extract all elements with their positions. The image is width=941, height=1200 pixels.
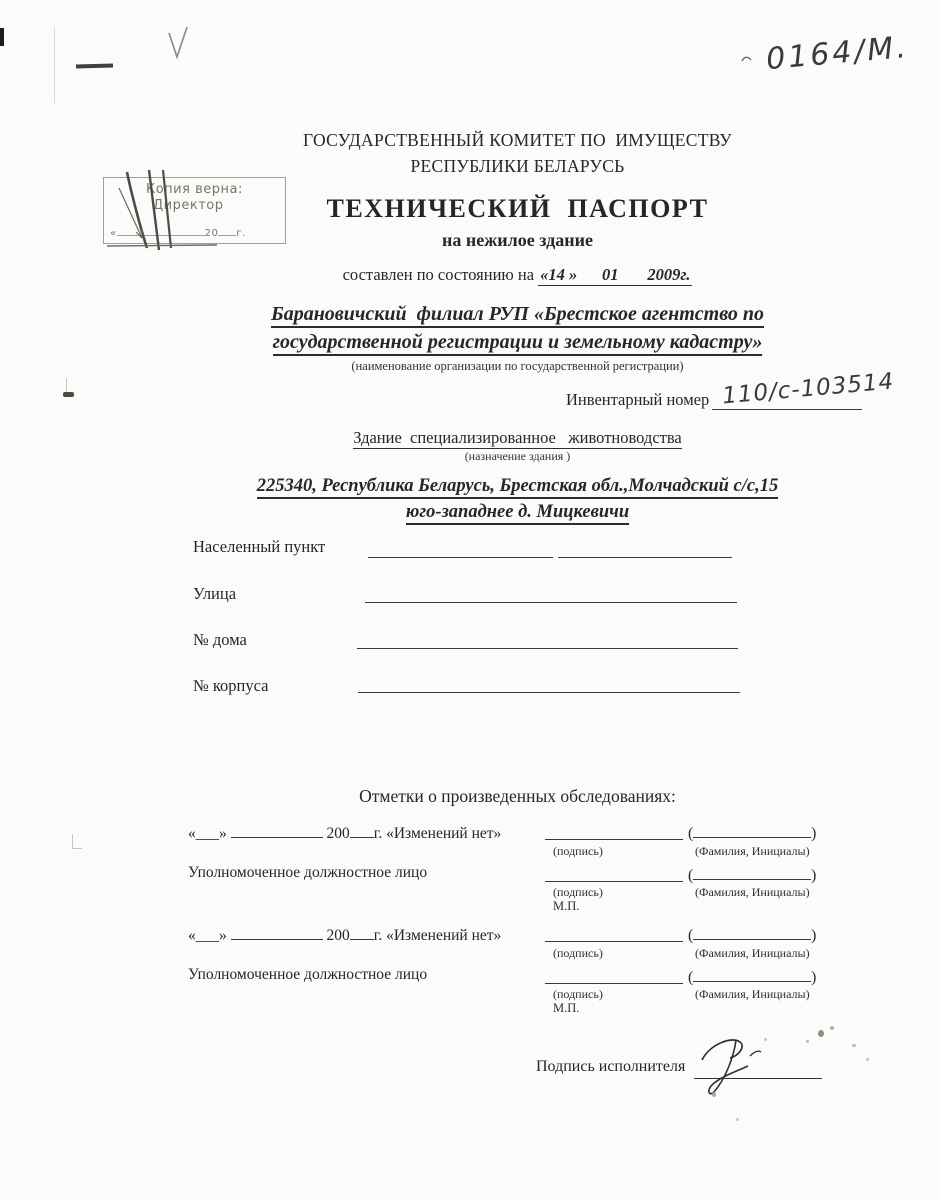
house-number-label: № дома (193, 630, 247, 649)
name-caption: (Фамилия, Инициалы) (695, 885, 810, 899)
building-type-caption: (назначение здания ) (464, 449, 571, 463)
date-blank-line (231, 924, 323, 940)
header-line2: РЕСПУБЛИКИ БЕЛАРУСЬ (410, 156, 625, 176)
handwritten-inventory-number: 110/с-103514 (721, 368, 896, 410)
inventory-underline (712, 409, 862, 410)
inventory-number-label: Инвентарный номер (566, 390, 710, 409)
house-number-blank-line (357, 648, 738, 649)
signature-caption: (подпись) (553, 987, 603, 1001)
name-blank-group: ( ) (688, 822, 816, 843)
year-blank-line (350, 822, 374, 838)
address-line2: юго-западнее д. Мицкевичи (100, 502, 935, 523)
organization-caption: (наименование организации по государственной регистрации) (351, 359, 684, 373)
checkmark-icon (166, 25, 192, 61)
name-blank-line (693, 924, 811, 940)
compiled-prefix: составлен по состоянию на (342, 265, 539, 284)
name-blank-group: ( ) (688, 966, 816, 987)
pen-tick-mark (740, 52, 754, 64)
compiled-date: «14 » 01 2009г. (540, 265, 691, 284)
settlement-label: Населенный пункт (193, 537, 326, 556)
name-blank-line (693, 822, 811, 838)
name-caption: (Фамилия, Инициалы) (695, 946, 810, 960)
name-blank-group: ( ) (688, 864, 816, 885)
building-block-blank-line (358, 692, 740, 693)
handwritten-file-number: 0164/М. (764, 29, 911, 78)
inspection-date-line: «___» 200 г. «Изменений нет» (188, 924, 501, 945)
seal-mark: М.П. (553, 899, 580, 913)
stamp-date-line: « 20 г. (110, 225, 280, 239)
executor-signature-label: Подпись исполнителя (536, 1058, 686, 1075)
official-label: Уполномоченное должностное лицо (188, 966, 428, 983)
executor-handwritten-signature (688, 1026, 798, 1106)
signature-blank-line (545, 824, 683, 840)
name-blank-line (693, 966, 811, 982)
name-blank-line (693, 864, 811, 880)
inspection-date-line: «___» 200 г. «Изменений нет» (188, 822, 501, 843)
header-line1: ГОСУДАРСТВЕННЫЙ КОМИТЕТ ПО ИМУЩЕСТВУ (303, 130, 732, 150)
inspection-block (0, 924, 941, 1024)
signature-caption: (подпись) (553, 946, 603, 960)
ink-speckle (818, 1030, 824, 1037)
ink-speckle (806, 1040, 809, 1043)
street-label: Улица (193, 584, 237, 603)
signature-caption: (подпись) (553, 885, 603, 899)
ink-speckle (852, 1044, 856, 1047)
signature-caption: (подпись) (553, 844, 603, 858)
address-line1: 225340, Республика Беларусь, Брестская обл.,Молчадский с/с,15 (100, 476, 935, 497)
name-blank-group: ( ) (688, 924, 816, 945)
document-title: ТЕХНИЧЕСКИЙ ПАСПОРТ (326, 194, 709, 223)
pen-dash-mark (76, 64, 113, 69)
ink-speckle (712, 1092, 716, 1097)
signature-blank-line (545, 866, 683, 882)
seal-mark: М.П. (553, 1001, 580, 1015)
document-subtitle: на нежилое здание (442, 230, 593, 250)
organization-line2: государственной регистрации и земельному кадастру» (100, 331, 935, 354)
street-blank-line (365, 602, 737, 603)
scan-edge-artifact (0, 28, 4, 46)
organization-line1: Барановичский филиал РУП «Брестское агентство по (100, 303, 935, 326)
ink-speckle (764, 1038, 767, 1041)
stamp-line2: Директор (153, 198, 224, 213)
building-block-label: № корпуса (193, 676, 269, 695)
ink-speckle (830, 1026, 834, 1030)
pencil-line-artifact (54, 27, 55, 103)
inspections-title: Отметки о произведенных обследованиях: (359, 786, 676, 806)
margin-ink-blot (63, 392, 74, 397)
official-label: Уполномоченное должностное лицо (188, 864, 428, 881)
year-blank-line (350, 924, 374, 940)
building-type: Здание специализированное животноводства (353, 428, 682, 447)
settlement-blank-line (368, 557, 553, 558)
signature-blank-line (545, 968, 683, 984)
compiled-line (100, 265, 935, 285)
ink-speckle (866, 1058, 869, 1061)
stamp-line1: Копия верна: (146, 182, 243, 197)
inspection-block (0, 822, 941, 922)
signature-blank-line (545, 926, 683, 942)
settlement-blank-line (558, 557, 732, 558)
name-caption: (Фамилия, Инициалы) (695, 987, 810, 1001)
ink-speckle (736, 1118, 739, 1121)
name-caption: (Фамилия, Инициалы) (695, 844, 810, 858)
date-blank-line (231, 822, 323, 838)
